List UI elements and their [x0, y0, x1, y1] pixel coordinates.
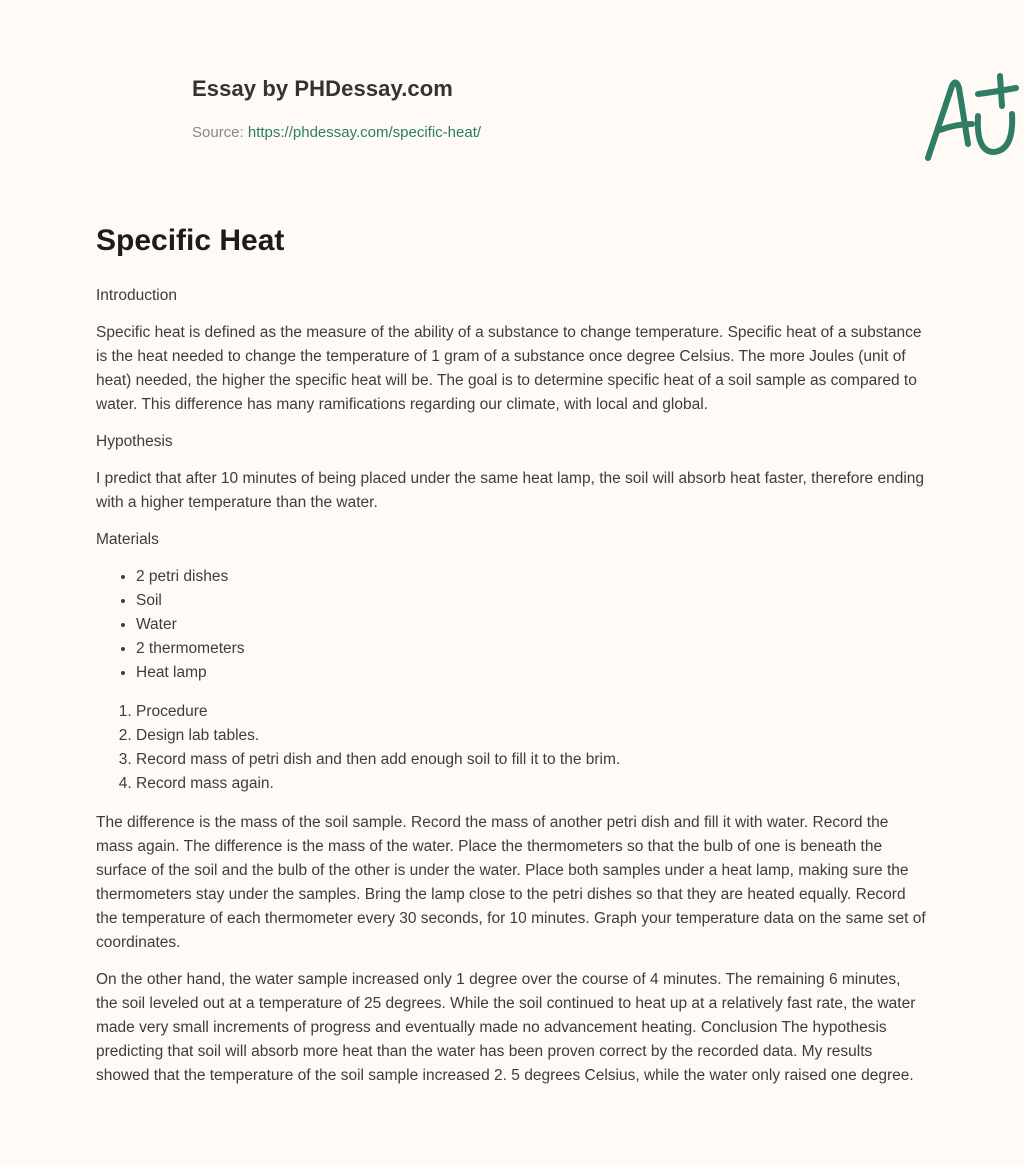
materials-list — [96, 565, 926, 685]
list-item: 3. Record mass of petri dish and then add enough soil to fill it to the brim. — [136, 748, 926, 772]
list-item: • Water — [136, 613, 926, 637]
list-item: • Heat lamp — [136, 661, 926, 685]
source-link[interactable]: https://phdessay.com/specific-heat/ — [247, 124, 482, 141]
list-item: 4. Record mass again. — [136, 772, 926, 796]
list-item: • Soil — [136, 589, 926, 613]
list-item: 2. Design lab tables. — [136, 724, 926, 748]
source-label: Source: — [192, 124, 244, 141]
hypothesis-paragraph: I predict that after 10 minutes of being placed under the same heat lamp, the soil will absorb heat faster, therefore ending with a higher temperature than the water. — [96, 470, 925, 511]
essay-body — [96, 284, 926, 1101]
page-header — [96, 0, 928, 190]
procedure-list — [96, 700, 926, 796]
intro-paragraph: Specific heat is defined as the measure of the ability of a substance to change temperature. Specific heat of a substance is the heat needed to change the temperature of 1 gram of a substance once degree Celsius. The more Joules (unit of heat) needed, the higher the specific heat will be. The goal is to determine specific heat of a soil sample as compared to water. This difference has many ramifications regarding our climate, with local and global. — [96, 324, 922, 413]
site-title: Essay by PHDessay.com — [192, 76, 453, 101]
list-item: • 2 thermometers — [136, 637, 926, 661]
list-item: • 2 petri dishes — [136, 565, 926, 589]
essay-title: Specific Heat — [96, 224, 285, 257]
results-paragraph: On the other hand, the water sample increased only 1 degree over the course of 4 minutes. The remaining 6 minutes, the soil leveled out at a temperature of 25 degrees. While the soil continued to heat up at a relatively fast rate, the water made very small increments of progress and eventually made no advancement heating. Conclusion The hypothesis predicting that soil will absorb more heat than the water has been proven correct by the recorded data. My results showed that the temperature of the soil sample increased 2. 5 degrees Celsius, while the water only raised one degree. — [96, 971, 916, 1084]
list-item: 1. Procedure — [136, 700, 926, 724]
procedure-paragraph: The difference is the mass of the soil sample. Record the mass of another petri dish and fill it with water. Record the mass again. The difference is the mass of the water. Place the thermometers so that the bulb of one is beneath the surface of the soil and the bulb of the other is under the water. Place both samples under a heat lamp, making sure the thermometers stay under the samples. Bring the lamp close to the petri dishes so that they are heated equally. Record the temperature of each thermometer every 30 seconds, for 10 minutes. Graph your temperature data on the same set of coordinates. — [96, 814, 926, 951]
intro-heading: Introduction — [96, 287, 177, 304]
hypothesis-heading: Hypothesis — [96, 433, 173, 450]
source-line — [192, 124, 481, 141]
a-plus-grade-icon — [916, 66, 1024, 166]
materials-heading: Materials — [96, 531, 159, 548]
